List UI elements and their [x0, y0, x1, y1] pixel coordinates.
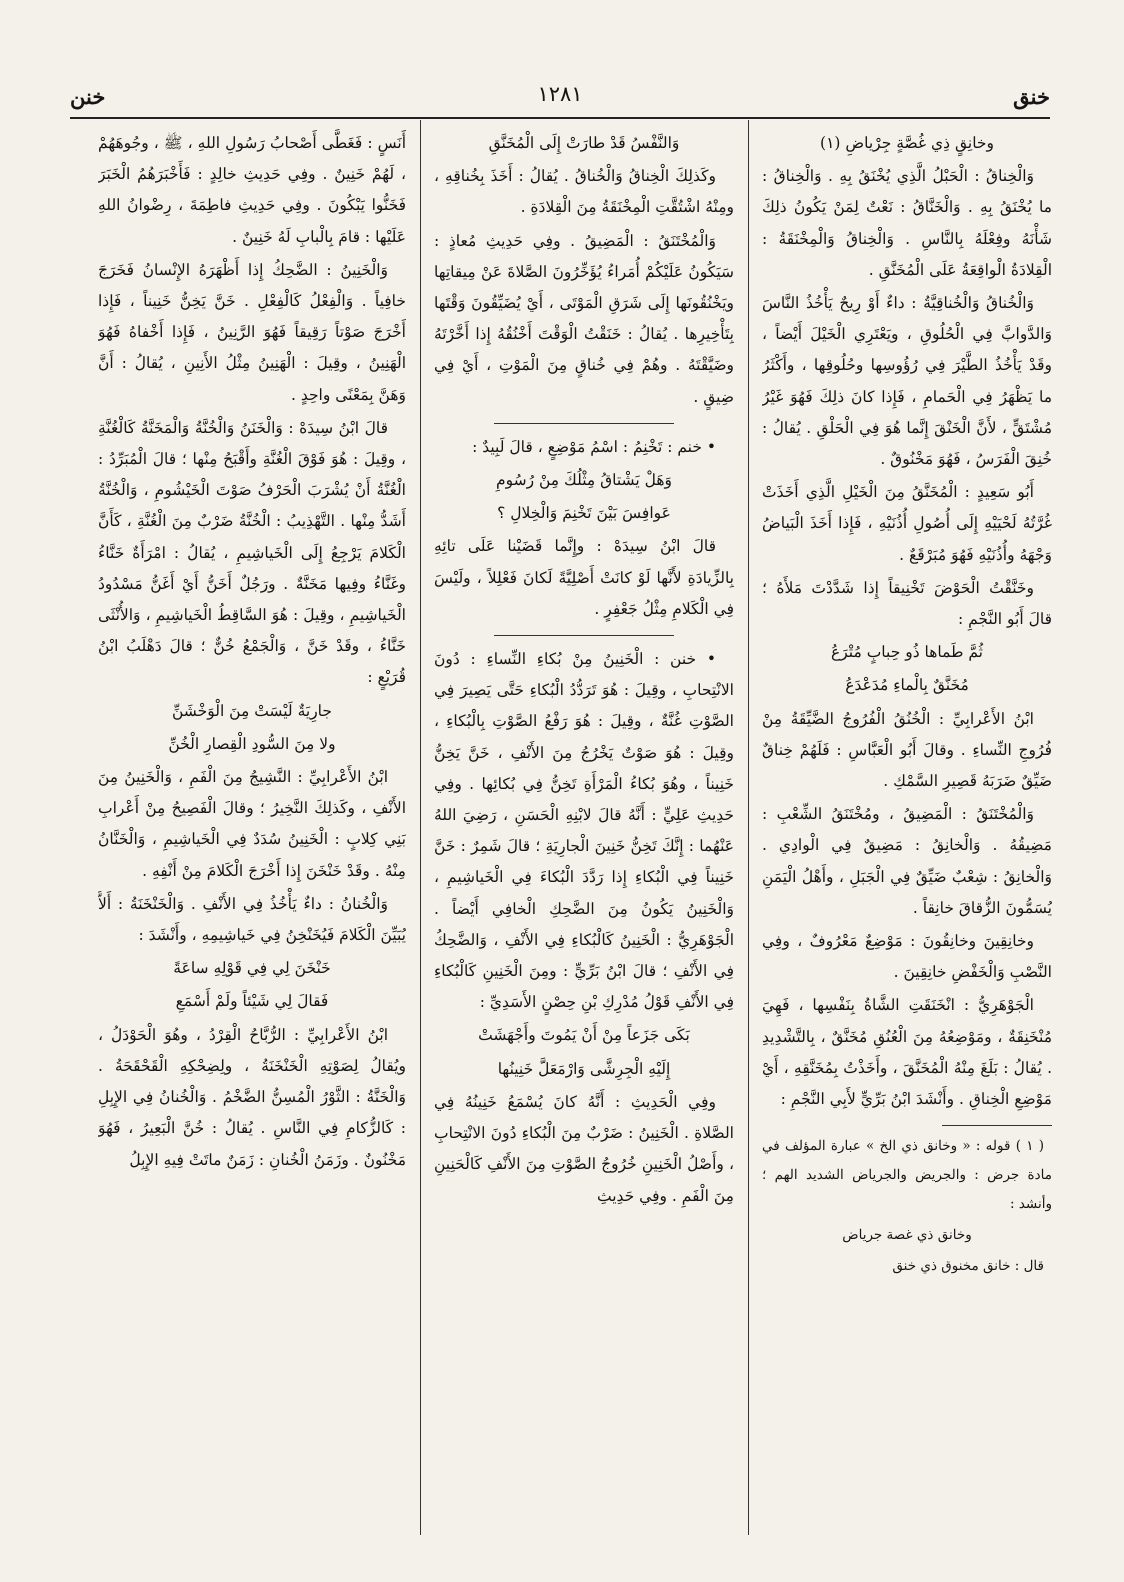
verse-line: وخانِقٍ ذِي غُصَّةٍ جِرْياضِ (١) [820, 134, 994, 152]
column-divider-right [748, 120, 749, 1535]
entry-paragraph: وفِي الْحَدِيثِ : أَنَّهُ كانَ يُسْمَعُ خَنِينُهُ فِي الصَّلاةِ . الْخَنِينُ : ضَرْبٌ مِنَ الْبُكاءِ دُونَ الانْتِحابِ ، وأَصْلُ الْخَنِينِ خُرُوجُ الصَّوْتِ مِنَ الأَنْفِ كَالْحَنِينِ مِنَ الْفَمِ . وفِي حَدِيثِ [434, 1092, 734, 1205]
entry-paragraph: وكَذلِكَ الْخِناقُ وَالْخُناقُ . يُقالُ : أَخَذَ بِخُناقِهِ ، ومِنْهُ اشْتُقَّتِ الْمِخْنَقَةُ مِنَ الْقِلادَةِ . [434, 167, 734, 217]
entry-paragraph: وَالْخُنانُ : داءٌ يَأْخُذُ فِي الأَنْفِ . وَالْخَنْخَنَةُ : أَلاَّ يُبَيِّنَ الْكَلامَ فَيُخَنْخِنُ فِي خَياشِيمِهِ ، وأَنْشَدَ : [98, 894, 406, 945]
entry-paragraph: قالَ ابْنُ سِيدَهْ : وإِنَّما قَضَيْنا عَلَى تائِهِ بِالزِّيادَةِ لأَنَّها لَوْ كانَتْ أَصْلِيَّةً لَكانَ فَعْلِلاً ، ولَيْسَ فِي الْكَلامِ مِثْلُ جَعْفِرٍ . [434, 537, 734, 618]
entry-paragraph: • خنم : تَخْنِمُ : اسْمُ مَوْضِعٍ ، قالَ لَبِيدٌ : [472, 437, 716, 456]
header-left-word: خنن [70, 84, 106, 109]
verse-line: مُخَنَّقٌ بِالْماءِ مُدَعْدَعُ [845, 676, 969, 695]
verse-line: ثُمَّ طَماها ذُو حِبابٍ مُتْرَعُ [831, 643, 983, 662]
header-rule [70, 117, 1050, 119]
entry-paragraph: وَالْخِناقُ : الْحَبْلُ الَّذِي يُخْنَقُ بِهِ . وَالْخِناقُ : ما يُخْنَقُ بِهِ . وَالْخَنَّاقُ : نَعْتٌ لِمَنْ يَكُونُ ذلِكَ شَأْنَهُ وفِعْلَهُ بِالنَّاسِ . وَالْخِناقُ وَالْمِخْنَقَةُ : الْقِلادَةُ الْواقِعَةُ عَلَى الْمُخَنَّقِ . [762, 167, 1052, 279]
entry-paragraph: أَنَسٍ : فَغَطَّى أَصْحابُ رَسُولِ اللهِ ، ﷺ ، وجُوهَهُمْ ، لَهُمْ خَنِينٌ . وفِي حَدِيثِ خالِدٍ : فَأَخْبَرَهُمُ الْخَبَرَ فَخَنُّوا يَبْكُونَ . وفِي حَدِيثِ فاطِمَةَ ، رِضْوانُ اللهِ عَلَيْها : قامَ بِالْبابِ لَهُ خَنِينٌ . [98, 134, 406, 246]
footnote [762, 1132, 1052, 1281]
verse-line: ولا مِنَ السُّودِ الْقِصارِ الْخُنِّ [168, 734, 336, 753]
header-right-word: خنق [1013, 84, 1050, 109]
page-number: ١٢٨١ [537, 82, 583, 106]
verse-line: إِلَيْهِ الْجِرِشَّى وَارْمَعَلَّ خَنِينُها [497, 1059, 671, 1078]
left-column [98, 128, 406, 1533]
entry-paragraph: وَالْخَنِينُ : الضَّحِكُ إِذا أَظْهَرَهُ الإِنْسانُ فَخَرَجَ خافِياً . وَالْفِعْلُ كَالْفِعْلِ . خَنَّ يَخِنُّ خَنِيناً ، فَإِذا أَخْرَجَ صَوْتاً رَقِيقاً فَهُوَ الرَّنِينُ ، فَإِذا أَخْفاهُ فَهُوَ الْهَنِينُ ، وقِيلَ : الْهَنِينُ مِثْلُ الأَنِينِ ، يُقالُ : أَنَّ وَهَنَّ بِمَعْنًى واحِدٍ . [98, 260, 406, 404]
entry-paragraph: • خنن : الْخَنِينُ مِنْ بُكاءِ النِّساءِ : دُونَ الانْتِحابِ ، وقِيلَ : هُوَ تَرَدُّدُ الْبُكاءِ حَتَّى يَصِيرَ فِي الصَّوْتِ غُنَّةٌ ، وقِيلَ : هُوَ رَفْعُ الصَّوْتِ بِالْبُكاءِ ، وقِيلَ : هُوَ صَوْتٌ يَخْرُجُ مِنَ الأَنْفِ ، خَنَّ يَخِنُّ خَنِيناً ، وهُوَ بُكاءُ الْمَرْأَةِ تَخِنُّ فِي بُكائِها . وفِي حَدِيثِ عَلِيٍّ : أَنَّهُ قالَ لابْنِهِ الْحَسَنِ ، رَضِيَ اللهُ عَنْهُما : إِنَّكَ تَخِنُّ خَنِينَ الْجارِيَةِ ؛ قالَ شَمِرٌ : خَنَّ خَنِيناً فِي الْبُكاءِ إِذا رَدَّدَ الْبُكاءَ فِي الْخَياشِيمِ ، وَالْخَنِينُ يَكُونُ مِنَ الضَّحِكِ الْخافِي أَيْضاً . الْجَوْهَرِيُّ : الْخَنِينُ كَالْبُكاءِ فِي الأَنْفِ ، وَالضَّحِكُ فِي الأَنْفِ ؛ قالَ ابْنُ بَرِّيٍّ : ومِنَ الْخَنِينِ كَالْبُكاءِ فِي الأَنْفِ قَوْلُ مُدْرِكِ بْنِ حِصْنٍ الأَسَدِيِّ : [434, 650, 734, 1012]
footnote-rule [942, 1125, 1052, 1126]
entry-separator [494, 635, 674, 636]
entry-paragraph: وَالْمُخْتَنَقُ : الْمَضِيقُ . وفِي حَدِيثِ مُعاذٍ : سَيَكُونُ عَلَيْكُمْ أُمَراءُ يُؤَخِّرُونَ الصَّلاةَ عَنْ مِيقاتِها ويَخْنُقُونَها إِلَى شَرَقِ الْمَوْتَى ، أَيْ يُضَيِّقُونَ وَقْتَها بِتَأْخِيرِها . يُقالُ : خَنَقْتُ الْوَقْتَ أَخْنُقُهُ إِذا أَخَّرْتَهُ وضَيَّقْتَهُ . وهُمْ فِي خُناقٍ مِنَ الْمَوْتِ ، أَيْ فِي ضِيقٍ . [434, 231, 734, 406]
entry-paragraph: قالَ ابْنُ سِيدَهْ : وَالْخَنَنُ وَالْخُنَّةُ وَالْمَخَنَّةُ كَالْغُنَّةِ ، وقِيلَ : هُوَ فَوْقَ الْغُنَّةِ وأَقْبَحُ مِنْها ؛ قالَ الْمُبَرِّدُ : الْغُنَّةُ أَنْ يُشْرَبَ الْحَرْفُ صَوْتَ الْخَيْشُومِ ، وَالْخُنَّةُ أَشَدُّ مِنْها . التَّهْذِيبُ : الْخُنَّةُ ضَرْبٌ مِنَ الْغُنَّةِ ، كَأَنَّ الْكَلامَ يَرْجِعُ إِلَى الْخَياشِيمِ ، يُقالُ : امْرَأَةٌ خَنَّاءُ وغَنَّاءُ وفِيها مَخَنَّةٌ . ورَجُلٌ أَخَنُّ أَيْ أَغَنُّ مَسْدُودُ الْخَياشِيمِ ، وقِيلَ : هُوَ السَّاقِطُ الْخَياشِيمِ ، وَالأُنْثَى خَنَّاءُ ، وقَدْ خَنَّ ، وَالْجَمْعُ خُنٌّ ؛ قالَ دَهْلَبُ ابْنُ قُرَيْعٍ : [98, 418, 406, 687]
middle-column [434, 128, 734, 1533]
footnote-verse: وخانق ذي غصة جرياض [842, 1227, 972, 1244]
footnote-after: قال : خانق مخنوق ذي خنق [892, 1258, 1044, 1275]
right-column [762, 128, 1052, 1533]
entry-paragraph: وَالْمُخْتَنَقُ : الْمَضِيقُ ، ومُخْتَنَقُ الشِّعْبِ : مَضِيقُهُ . وَالْخانِقُ : مَضِيقٌ فِي الْوادِي . وَالْخانِقُ : شِعْبٌ ضَيِّقٌ فِي الْجَبَلِ ، وأَهْلُ الْيَمَنِ يُسَمُّونَ الزُّقاقَ خانِقاً . [762, 805, 1052, 917]
verse-line: فَقالَ لِي شَيْئاً ولَمْ أَسْمَعِ [175, 992, 329, 1011]
entry-paragraph: وخانِقِينَ وخانِقُونَ : مَوْضِعٌ مَعْرُوفٌ ، وفِي النَّصْبِ وَالْخَفْضِ خانِقِينَ . [762, 932, 1052, 982]
entry-paragraph: وخَنَّقْتُ الْحَوْضَ تَخْنِيقاً إِذا شَدَّدْتَ مَلأَهُ ؛ قالَ أَبُو النَّجْمِ : [762, 578, 1052, 629]
entry-paragraph: ابْنُ الأَعْرابِيِّ : النَّشِيجُ مِنَ الْفَمِ ، وَالْخَنِينُ مِنَ الأَنْفِ ، وكَذلِكَ النَّخِيرُ ؛ وقالَ الْفَصِيحُ مِنْ أَعْرابِ بَنِي كِلابٍ : الْخَنِينُ سُدَدٌ فِي الْخَياشِيمِ ، وَالْخَنَّانُ مِنْهُ . وقَدْ خَنْخَنَ إِذا أَخْرَجَ الْكَلامَ مِنْ أَنْفِهِ . [98, 768, 406, 880]
entry-paragraph: وَالْخُناقُ وَالْخُناقِيَّةُ : داءٌ أَوْ رِيحٌ يَأْخُذُ النَّاسَ وَالدَّوابَّ فِي الْحُلُوقِ ، ويَعْتَرِي الْخَيْلَ أَيْضاً ، وقَدْ يَأْخُذُ الطَّيْرَ فِي رُؤُوسِها وحُلُوقِها ، وأَكْثَرُ ما يَظْهَرُ فِي الْحَمامِ ، فَإِذا كانَ ذلِكَ فَهُوَ غَيْرُ مُشْتَقٍّ ، لأَنَّ الْخَنْقَ إِنَّما هُوَ فِي الْحَلْقِ . يُقالُ : خُنِقَ الْفَرَسُ ، فَهُوَ مَخْنُوقٌ . [762, 294, 1052, 469]
verse-line: وَهَلْ يَشْتاقُ مِثْلُكَ مِنْ رُسُومِ [495, 471, 673, 490]
page-header [70, 80, 1050, 120]
verse-line: بَكَى جَزَعاً مِنْ أَنْ يَمُوتَ وأَجْهَشَتْ [478, 1026, 690, 1045]
entry-separator [494, 423, 674, 424]
column-divider-left [420, 120, 421, 1535]
entry-paragraph: ابْنُ الأَعْرابِيِّ : الرُّبَّاحُ الْقِرْدُ ، وهُوَ الْحَوْدَلُ ، ويُقالُ لِصَوْتِهِ الْخَنْخَنَةُ ، ولِضِحْكِهِ الْقَحْقَحَةُ . وَالْخَنَّةُ : الثَّوْرُ الْمُسِنُّ الضَّخْمُ . وَالْخُنانُ فِي الإِبِلِ : كَالزُّكامِ فِي النَّاسِ . يُقالُ : خُنَّ الْبَعِيرُ ، فَهُوَ مَخْنُونٌ . وزَمَنُ الْخُنانِ : زَمَنٌ ماتَتْ فِيهِ الإِبِلُ [98, 1025, 406, 1169]
verse-line: جارِيَةٌ لَيْسَتْ مِنَ الْوَخْشَنِّ [172, 701, 332, 720]
entry-paragraph: أَبُو سَعِيدٍ : الْمُخَنَّقُ مِنَ الْخَيْلِ الَّذِي أَخَذَتْ غُرَّتُهُ لَحْيَيْهِ إِلَى أُصُولِ أُذُنَيْهِ ، فَإِذا أَخَذَ الْبَياضُ وَجْهَهُ وأُذُنَيْهِ فَهُوَ مُبَرْقَعٌ . [762, 483, 1052, 564]
footnote-text: ( ١ ) قوله : « وخانق ذي الخ » عبارة المؤلف في مادة جرض : والجريض والجرياض الشديد الهم ؛ وأنشد : [762, 1138, 1052, 1213]
entry-paragraph: الْجَوْهَرِيُّ : انْخَنَقَتِ الشَّاةُ بِنَفْسِها ، فَهِيَ مُنْخَنِقَةٌ ، ومَوْضِعُهُ مِنَ الْعُنُقِ مُخَنَّقٌ ، بِالتَّشْدِيدِ . يُقالُ : بَلَغَ مِنْهُ الْمُخَنَّقَ ، وأَخَذْتُ بِمُخَنَّقِهِ ، أَيْ مَوْضِعِ الْخِناقِ . وأَنْشَدَ ابْنُ بَرِّيٍّ لأَبِي النَّجْمِ : [762, 996, 1052, 1109]
verse-line: عَوافِسَ بَيْنَ تَخْنِمَ وَالْخِلالِ ؟ [497, 504, 671, 523]
entry-paragraph: ابْنُ الأَعْرابِيِّ : الْخُنُقُ الْفُرُوجُ الضَّيِّقَةُ مِنْ فُرُوجِ النِّساءِ . وقالَ أَبُو الْعَبَّاسِ : فَلَهُمْ خِناقٌ ضَيِّقٌ ضَرَبَهُ قَصِيرِ السَّمْكِ . [762, 709, 1052, 791]
verse-line: وَالنَّفْسُ قَدْ طارَتْ إِلَى الْمُخَنَّقِ [488, 134, 680, 152]
verse-line: خَنْخَنَ لِي فِي قَوْلِهِ ساعَةً [173, 959, 331, 978]
